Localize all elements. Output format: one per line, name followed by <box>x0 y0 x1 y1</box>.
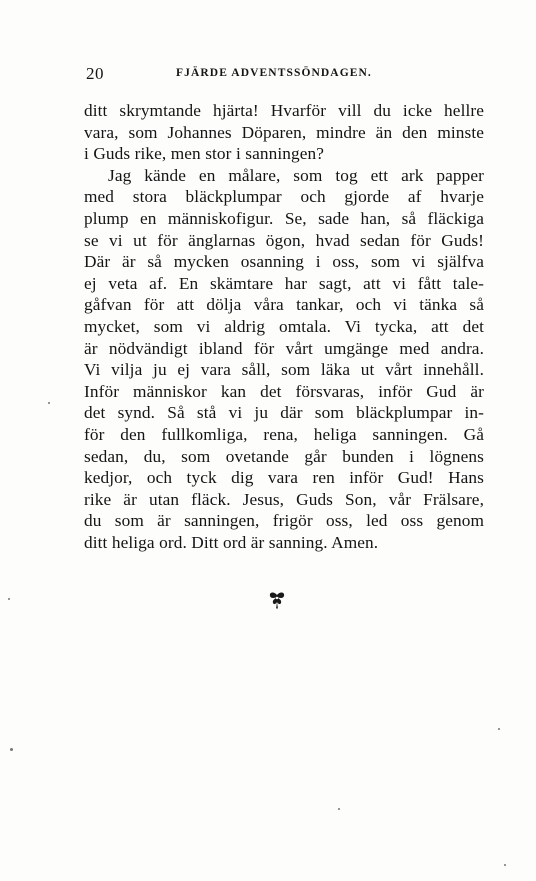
text-line: mycket, som vi aldrig omtala. Vi tycka, att det <box>84 316 484 336</box>
text-line: Jag kände en målare, som tog ett ark papper <box>108 165 484 185</box>
text-line: Vi vilja ju ej vara såll, som läka ut vårt innehåll. <box>84 360 484 380</box>
text-line: vara, som Johannes Döparen, mindre än den minste <box>84 122 484 142</box>
paper-speck <box>10 748 13 751</box>
text-line: för den fullkomliga, rena, heliga sanningen. Gå <box>84 424 484 444</box>
page-number: 20 <box>86 64 104 83</box>
text-line: du som är sanningen, frigör oss, led oss genom <box>84 511 484 531</box>
text-line: ditt skrymtande hjärta! Hvarför vill du icke hellre <box>84 101 484 120</box>
text-line: är nödvändigt ibland för vårt umgänge med andra. <box>84 338 484 358</box>
paper-speck <box>498 728 500 730</box>
text-line: det synd. Så stå vi ju där som bläckplumpar in- <box>84 403 484 423</box>
text-line: med stora bläckplumpar och gjorde af hvarje <box>84 187 484 207</box>
fleuron-ornament-icon <box>266 590 288 612</box>
paper-speck <box>48 402 50 404</box>
text-line: plump en människofigur. Se, sade han, så fläckiga <box>84 208 484 228</box>
body-text <box>84 100 484 553</box>
text-line: gåfvan för att dölja våra tankar, och vi tänka så <box>84 295 484 315</box>
paper-speck <box>8 598 10 600</box>
text-line: ej veta af. En skämtare har sagt, att vi fått tale- <box>84 273 484 293</box>
text-line: Där är så mycken osanning i oss, som vi själfva <box>84 252 484 272</box>
text-line: sedan, du, som ovetande går bunden i lögnens <box>84 446 484 466</box>
text-line: i Guds rike, men stor i sanningen? <box>84 144 325 164</box>
text-line: kedjor, och tyck dig vara ren inför Gud! Hans <box>84 468 484 488</box>
running-head: FJÄRDE ADVENTSSÖNDAGEN. <box>176 67 372 79</box>
text-line: ditt heliga ord. Ditt ord är sanning. Amen. <box>84 532 379 552</box>
paper-speck <box>338 808 340 810</box>
text-line: rike är utan fläck. Jesus, Guds Son, vår Frälsare, <box>84 489 484 509</box>
page-header <box>84 64 484 84</box>
paper-speck <box>504 864 506 866</box>
text-line: Inför människor kan det försvaras, inför Gud är <box>84 381 484 401</box>
text-line: se vi ut för änglarnas ögon, hvad sedan för Guds! <box>84 230 484 250</box>
